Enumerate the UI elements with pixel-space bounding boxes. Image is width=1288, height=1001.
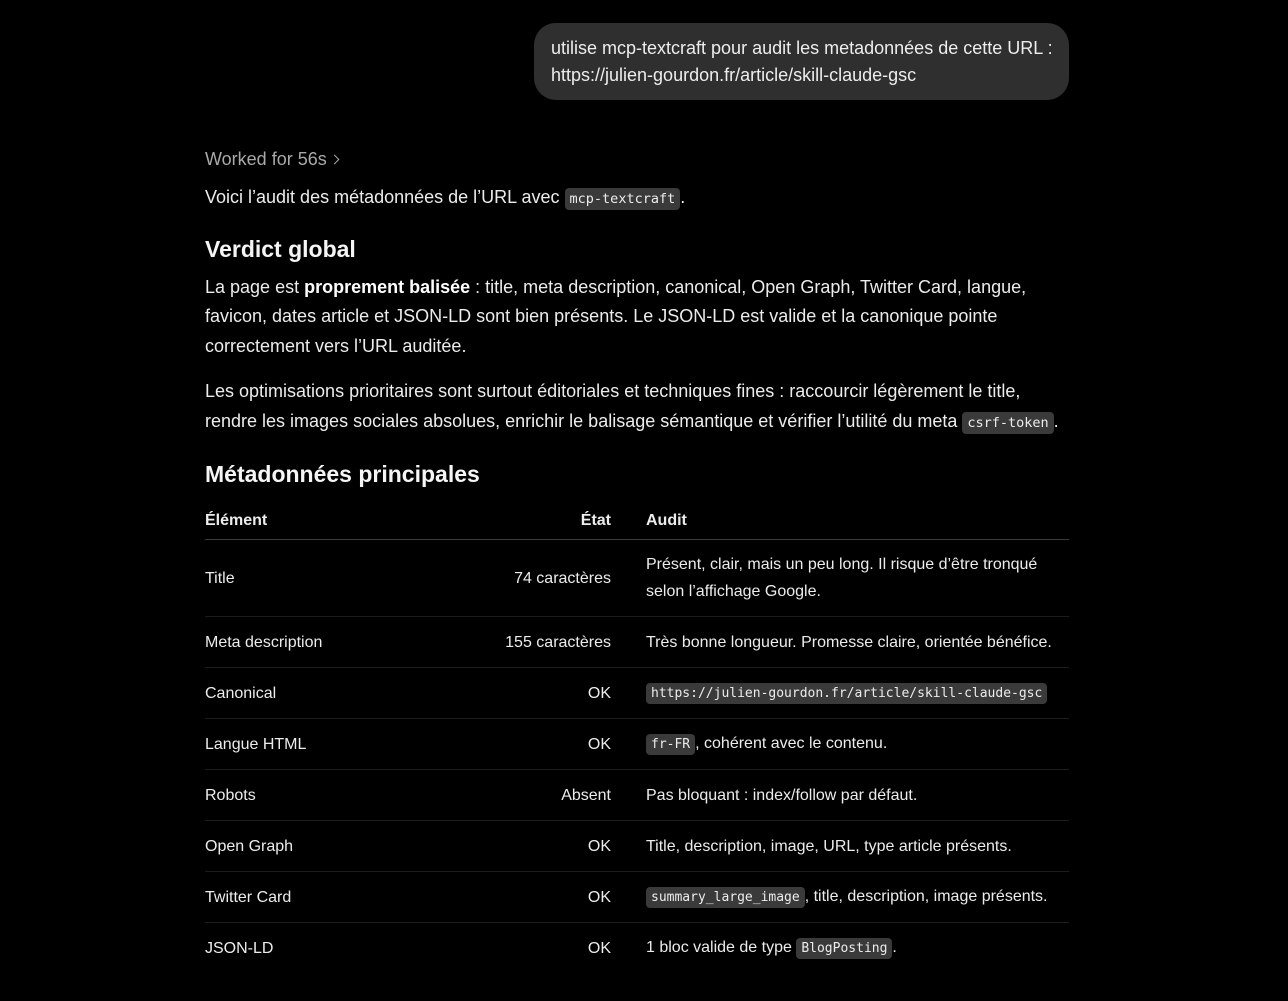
verdict-p2-text: Les optimisations prioritaires sont surtout éditoriales et techniques fines : raccourcir légèrement le title, rendre les images sociales absolues, enrichir le balisage sémantique et vérifier l’utilité du meta [205, 381, 1021, 431]
inline-code: fr-FR [646, 734, 695, 755]
row-state: OK [405, 719, 646, 770]
inline-code: https://julien-gourdon.fr/article/skill-claude-gsc [646, 683, 1047, 704]
row-element: Meta description [205, 617, 405, 668]
column-header-element: Élément [205, 503, 405, 540]
row-element: Twitter Card [205, 872, 405, 923]
audit-text: , cohérent avec le contenu. [695, 735, 888, 752]
column-header-state: État [405, 503, 646, 540]
row-audit [646, 821, 1069, 872]
row-element: Canonical [205, 668, 405, 719]
metadata-heading: Métadonnées principales [205, 461, 480, 487]
metadata-table [205, 503, 1069, 973]
column-header-audit: Audit [646, 503, 1069, 540]
row-audit [646, 923, 1069, 974]
verdict-p1-text-end: : title, meta description, canonical, Open Graph, Twitter Card, langue, favicon, dates article et JSON-LD sont bien présents. Le JSON-LD est valide et la canonique pointe correctement vers l’URL auditée. [205, 276, 1027, 356]
row-element: Robots [205, 770, 405, 821]
row-audit [646, 617, 1069, 668]
row-element: JSON-LD [205, 939, 274, 957]
row-element: Open Graph [205, 821, 405, 872]
row-state: OK [405, 872, 646, 923]
audit-text: Title, description, image, URL, type article présents. [646, 837, 1012, 855]
table-row [205, 719, 1069, 770]
row-state: OK [405, 821, 646, 872]
assistant-response [205, 140, 1069, 973]
worked-for-toggle[interactable] [205, 147, 1069, 171]
table-row [205, 540, 1069, 617]
table-header-row [205, 503, 1069, 540]
row-audit [646, 668, 1069, 719]
audit-text: , title, description, image présents. [804, 888, 1048, 905]
user-message-line-2: https://julien-gourdon.fr/article/skill-claude-gsc [551, 65, 917, 85]
row-element: Langue HTML [205, 719, 405, 770]
inline-code: mcp-textcraft [565, 188, 681, 210]
user-message-bubble [534, 23, 1069, 100]
table-row [205, 668, 1069, 719]
table-row [205, 821, 1069, 872]
table-row [205, 770, 1069, 821]
table-row [205, 872, 1069, 923]
row-audit [646, 770, 1069, 821]
row-state: OK [405, 668, 646, 719]
verdict-p2-text-end: . [1053, 410, 1059, 431]
row-state: Absent [405, 770, 646, 821]
row-state: OK [587, 939, 611, 957]
verdict-p1-bold: proprement balisée [304, 276, 471, 297]
worked-for-label: Worked for 56s [205, 149, 327, 169]
intro-paragraph [205, 183, 1069, 215]
inline-code: csrf-token [962, 412, 1053, 434]
inline-code: summary_large_image [646, 887, 805, 908]
intro-text-end: . [680, 187, 686, 207]
row-audit [646, 872, 1069, 923]
intro-text: Voici l’audit des métadonnées de l’URL avec [205, 187, 565, 207]
audit-text: Pas bloquant : index/follow par défaut. [646, 786, 918, 804]
audit-text-end: . [892, 939, 897, 956]
verdict-heading: Verdict global [205, 235, 356, 262]
inline-code: BlogPosting [796, 938, 892, 959]
verdict-paragraph-2 [205, 377, 1069, 438]
audit-text: Très bonne longueur. Promesse claire, orientée bénéfice. [646, 633, 1052, 651]
chevron-right-icon [329, 155, 339, 165]
audit-text: Présent, clair, mais un peu long. Il risque d’être tronqué selon l’affichage Google. [646, 556, 1038, 600]
user-message-line-1: utilise mcp-textcraft pour audit les metadonnées de cette URL : [551, 38, 1053, 58]
audit-text: 1 bloc valide de type [646, 939, 797, 956]
row-state: 155 caractères [405, 617, 646, 668]
row-element: Title [205, 540, 405, 617]
verdict-paragraph-1 [205, 273, 1069, 362]
table-row [205, 617, 1069, 668]
row-audit [646, 719, 1069, 770]
verdict-p1-text: La page est [205, 276, 305, 297]
table-row [205, 923, 1069, 974]
row-audit [646, 540, 1069, 617]
row-state: 74 caractères [405, 540, 646, 617]
